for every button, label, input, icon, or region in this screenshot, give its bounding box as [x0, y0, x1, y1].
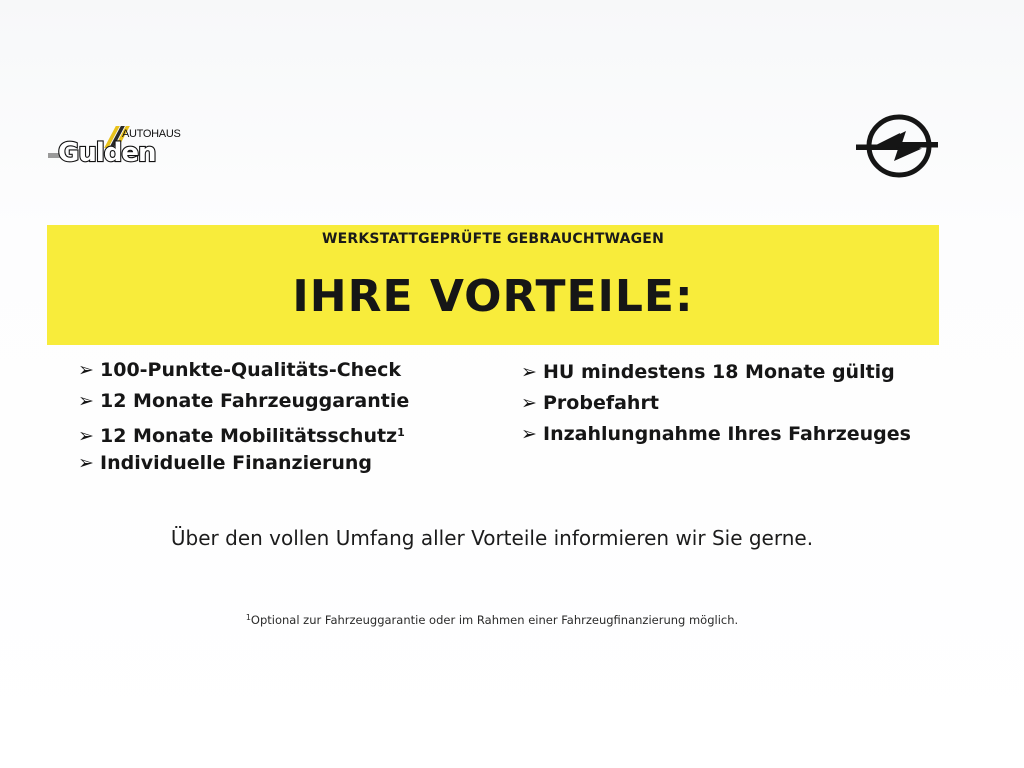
opel-blitz-icon: [854, 112, 938, 180]
dealer-logo: [46, 122, 186, 178]
footnote: [0, 613, 984, 627]
banner-kicker: WERKSTATTGEPRÜFTE GEBRAUCHTWAGEN: [321, 231, 664, 247]
benefit-text: HU mindestens 18 Monate gültig: [543, 361, 895, 383]
arrow-bullet-icon: ➢: [78, 452, 94, 474]
footnote-marker: 1: [245, 613, 251, 622]
benefit-item: [521, 388, 911, 419]
info-line: Über den vollen Umfang aller Vorteile informieren wir Sie gerne.: [170, 526, 814, 550]
benefit-text: Inzahlungnahme Ihres Fahrzeuges: [543, 423, 911, 445]
benefit-text: Individuelle Finanzierung: [100, 452, 372, 474]
benefit-item: [78, 448, 409, 479]
benefit-text: 12 Monate Fahrzeuggarantie: [100, 390, 410, 412]
benefit-item: [78, 355, 409, 386]
arrow-bullet-icon: ➢: [78, 425, 94, 447]
footnote-text: Optional zur Fahrzeuggarantie oder im Rahmen einer Fahrzeugfinanzierung möglich.: [250, 613, 739, 627]
benefit-text: Probefahrt: [543, 392, 659, 414]
benefits-list-right: [521, 357, 911, 450]
benefit-text: 12 Monate Mobilitätsschutz: [100, 425, 398, 447]
footnote-marker: 1: [397, 426, 405, 439]
arrow-bullet-icon: ➢: [521, 423, 537, 445]
logo-main-word: Gulden: [58, 138, 156, 168]
benefit-text: 100-Punkte-Qualitäts-Check: [100, 359, 401, 381]
benefits-list-left: [78, 355, 409, 479]
headline-banner: [47, 225, 939, 345]
benefit-item: [78, 386, 409, 417]
arrow-bullet-icon: ➢: [78, 359, 94, 381]
banner-headline: IHRE VORTEILE:: [292, 271, 694, 322]
logo-upper-word: AUTOHAUS: [122, 128, 181, 140]
benefit-item: [521, 357, 911, 388]
arrow-bullet-icon: ➢: [521, 392, 537, 414]
arrow-bullet-icon: ➢: [78, 390, 94, 412]
benefit-item: [78, 417, 409, 448]
arrow-bullet-icon: ➢: [521, 361, 537, 383]
benefit-item: [521, 419, 911, 450]
